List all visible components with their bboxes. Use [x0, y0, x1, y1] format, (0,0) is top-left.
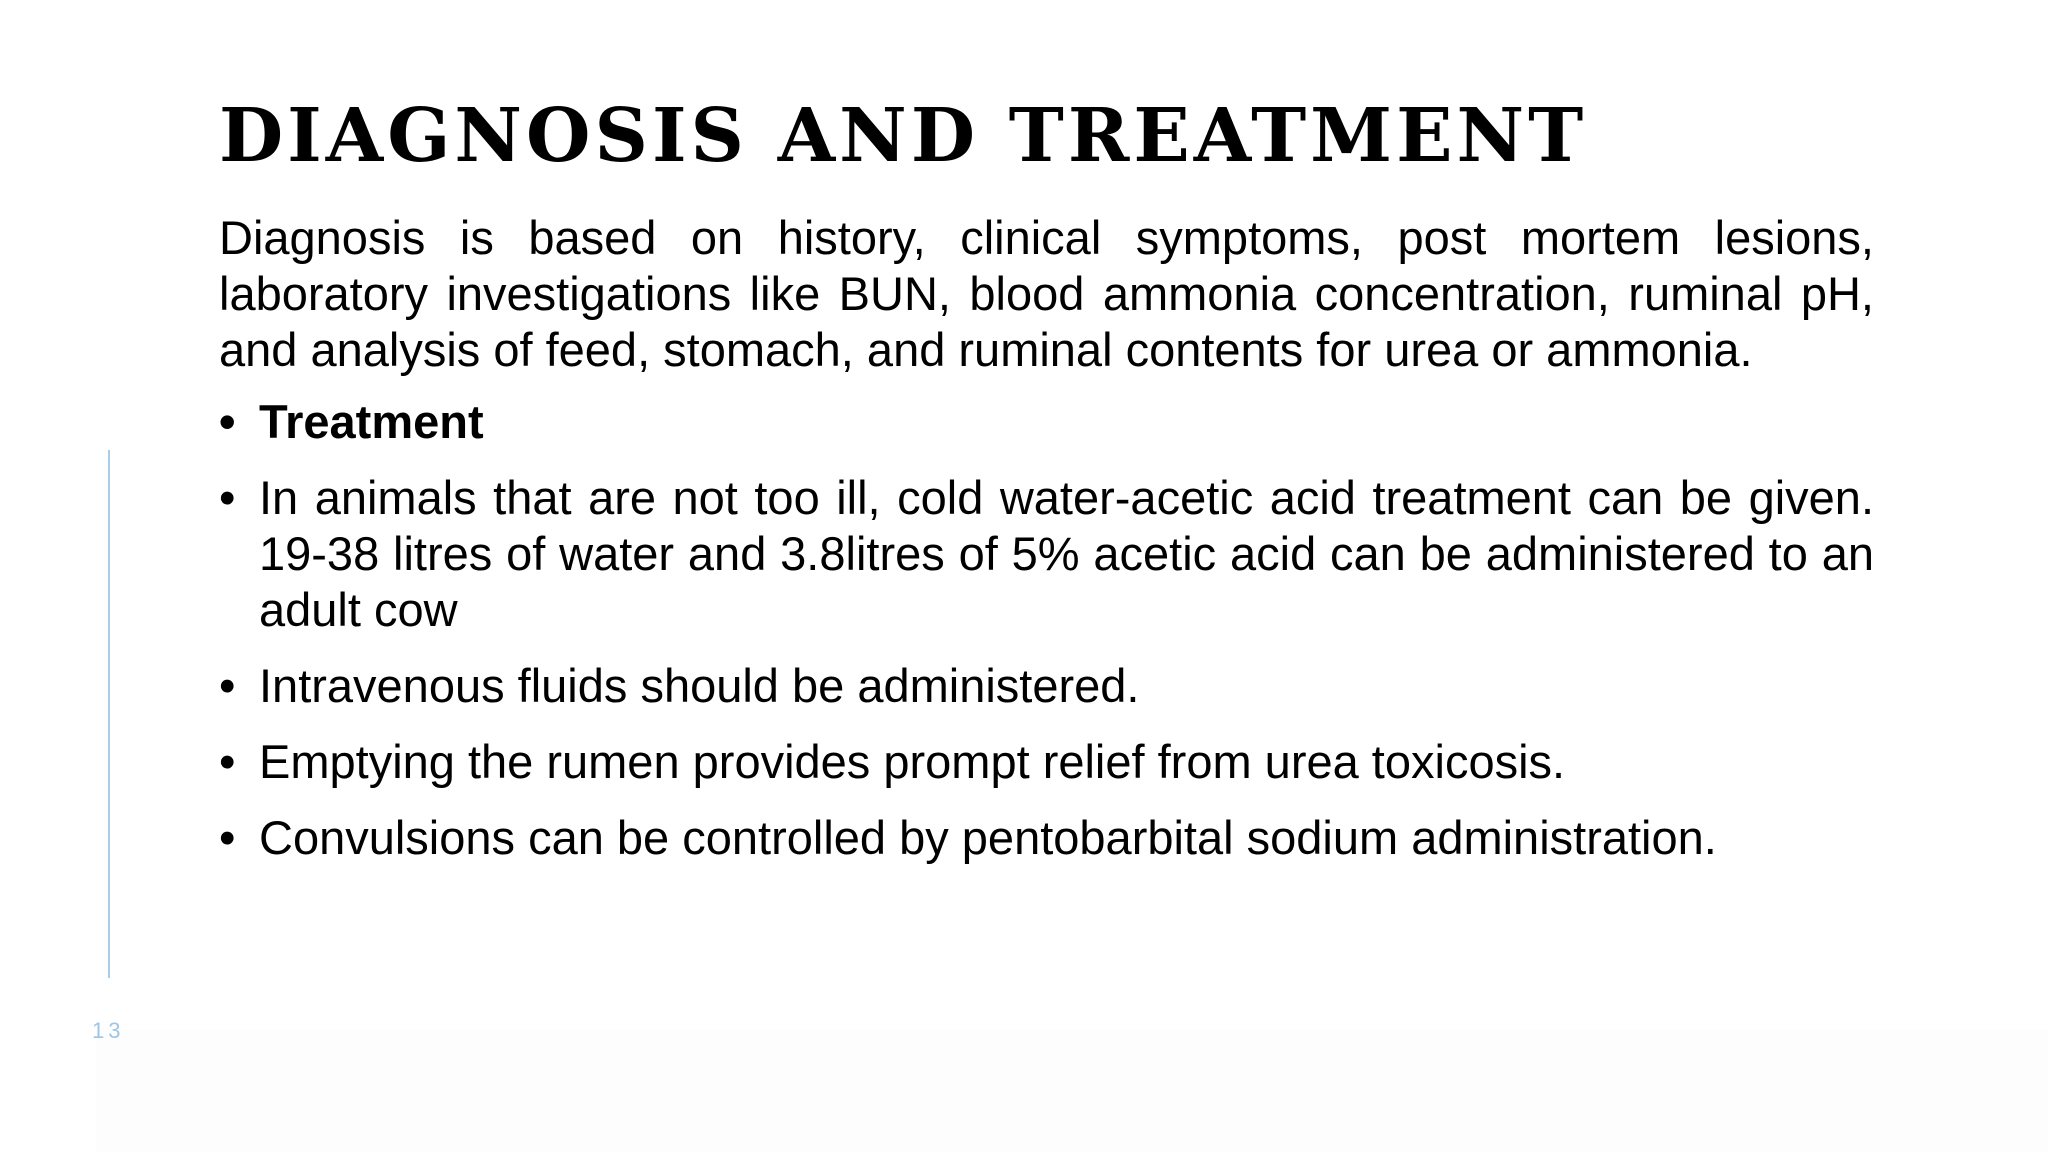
- bullet-dot: •: [219, 471, 236, 524]
- slide-title: DIAGNOSIS AND TREATMENT: [219, 93, 1588, 179]
- bullet-list: [219, 394, 1874, 866]
- bullet-dot: •: [219, 811, 236, 864]
- bullet-item-treatment-heading: [219, 394, 1874, 450]
- slide-number: 13: [92, 1018, 125, 1043]
- bullet-text: Emptying the rumen provides prompt relief from urea toxicosis.: [259, 735, 1566, 788]
- bullet-item-acetic-acid: [219, 470, 1874, 638]
- slide-content: [219, 210, 1874, 886]
- bullet-text: Treatment: [259, 395, 484, 448]
- bullet-item-iv-fluids: [219, 658, 1874, 714]
- bullet-item-convulsions: [219, 810, 1874, 866]
- bullet-text: In animals that are not too ill, cold water-acetic acid treatment can be given. 19-38 litres of water and 3.8litres of 5% acetic acid can be administered to an adult cow: [259, 471, 1874, 636]
- bullet-dot: •: [219, 659, 236, 712]
- accent-line: [108, 450, 110, 978]
- bullet-dot: •: [219, 395, 236, 448]
- footer-band: [96, 1030, 2048, 1152]
- bullet-item-emptying-rumen: [219, 734, 1874, 790]
- bullet-text: Intravenous fluids should be administered.: [259, 659, 1140, 712]
- intro-paragraph: Diagnosis is based on history, clinical symptoms, post mortem lesions, laboratory investigations like BUN, blood ammonia concentration, ruminal pH, and analysis of feed, stomach, and ruminal contents for urea or ammonia.: [219, 211, 1874, 376]
- bullet-dot: •: [219, 735, 236, 788]
- bullet-text: Convulsions can be controlled by pentobarbital sodium administration.: [259, 811, 1717, 864]
